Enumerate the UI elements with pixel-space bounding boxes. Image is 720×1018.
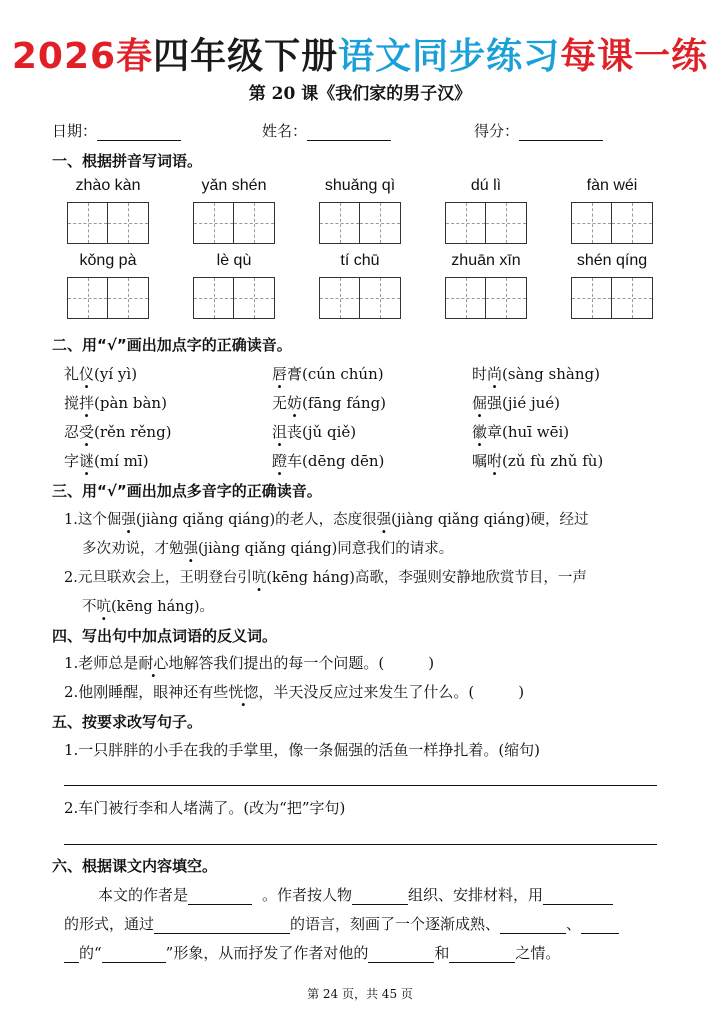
dotted-word: 恍惚 (228, 683, 259, 701)
pinyin-label: tí chū (340, 252, 380, 269)
page-number: 第 24 页，共 45 页 (307, 987, 413, 1001)
word-char: 膏 (287, 365, 303, 383)
pinyin-options[interactable]: (jiàng qiǎng qiáng)硬，经过 (391, 512, 589, 528)
pinyin-options[interactable]: (rěn rěng) (94, 423, 172, 441)
pinyin-label: kǒng pà (79, 252, 137, 269)
word-char: 章 (487, 423, 503, 441)
pinyin-label: zhào kàn (75, 177, 141, 194)
section4-heading: 四、写出句中加点词语的反义词。 (52, 627, 278, 645)
date-field[interactable] (52, 120, 181, 141)
fill-blank[interactable] (188, 889, 252, 905)
section5-heading: 五、按要求改写句子。 (52, 713, 203, 731)
pinyin-options[interactable]: (jǔ qiě) (302, 423, 357, 441)
q3-1-line1 (64, 508, 588, 529)
pinyin-options[interactable]: (jiàng qiǎng qiáng)的老人，态度很 (135, 512, 377, 528)
dotted-char: 强 (121, 512, 136, 528)
answer-line[interactable] (64, 785, 657, 786)
name-field[interactable] (262, 120, 391, 141)
answer-line[interactable] (64, 844, 657, 845)
dotted-char: 吭 (251, 570, 267, 586)
name-label: 姓名： (262, 122, 308, 140)
fill-blank[interactable] (449, 947, 515, 963)
text: ，半天没反应过来发生了什么。( (258, 683, 475, 701)
q5-2: 2.车门被行李和人堵满了。(改为“把”字句) (64, 799, 346, 817)
text: ) (518, 683, 525, 701)
writing-grid[interactable] (319, 202, 401, 244)
writing-grid[interactable] (571, 277, 653, 319)
title-part-year: 2026春 (11, 36, 154, 77)
score-label: 得分： (474, 122, 520, 140)
pinyin-options[interactable]: (jiàng qiǎng qiáng)同意我们的请求。 (198, 541, 454, 557)
fill-blank[interactable] (352, 889, 408, 905)
pinyin-options[interactable]: (fāng fáng) (302, 394, 387, 412)
text: 之情。 (515, 944, 561, 962)
dotted-char: 尚 (487, 365, 503, 383)
text: 2.他刚睡醒，眼神还有些 (64, 683, 229, 701)
section3-heading: 三、用“√”画出加点多音字的正确读音。 (52, 482, 322, 500)
dotted-char: 沮 (272, 423, 288, 441)
q6-line3 (64, 942, 560, 963)
fill-blank[interactable] (500, 918, 566, 934)
reading-item[interactable] (64, 392, 167, 413)
dotted-char: 咐 (487, 452, 503, 470)
pinyin-options[interactable]: (cún chún) (302, 365, 384, 383)
dotted-word: 耐心 (138, 654, 169, 672)
reading-item[interactable] (64, 363, 137, 384)
pinyin-label: dú lì (470, 177, 502, 194)
dotted-char: 徽 (472, 423, 488, 441)
dotted-char: 谜 (79, 452, 95, 470)
pinyin-options[interactable]: (yí yì) (94, 365, 138, 383)
word-char: 字 (64, 452, 80, 470)
writing-grid[interactable] (571, 202, 653, 244)
text: 1.老师总是 (64, 654, 139, 672)
word-char: 丧 (287, 423, 303, 441)
reading-item[interactable] (64, 421, 172, 442)
word-char: 车 (287, 452, 303, 470)
dotted-char: 强 (183, 541, 198, 557)
word-char: 嘱 (472, 452, 488, 470)
reading-item[interactable] (272, 450, 384, 471)
pinyin-options[interactable]: (jié jué) (502, 394, 561, 412)
text: 本文的作者是 (98, 886, 189, 904)
dotted-char: 倔 (472, 394, 488, 412)
writing-grid[interactable] (193, 202, 275, 244)
dotted-char: 吭 (96, 599, 111, 615)
reading-item[interactable] (472, 363, 600, 384)
text: 。作者按人物 (262, 886, 353, 904)
dotted-char: 强 (376, 512, 392, 528)
pinyin-label: yǎn shén (201, 177, 267, 194)
word-char: 时 (472, 365, 488, 383)
dotted-char: 仪 (79, 365, 95, 383)
text: 的“ (79, 944, 102, 962)
name-blank[interactable] (307, 125, 391, 141)
pinyin-options[interactable]: (mí mī) (94, 452, 149, 470)
dotted-char: 唇 (272, 365, 288, 383)
text: ) (428, 654, 435, 672)
score-field[interactable] (474, 120, 603, 141)
q3-2-line2 (82, 595, 214, 616)
title-part-type: 每课一练 (560, 36, 709, 77)
pinyin-label: shén qíng (576, 252, 648, 269)
pinyin-options[interactable]: (zǔ fù zhǔ fù) (502, 452, 604, 470)
word-char: 无 (272, 394, 288, 412)
word-char: 忍 (64, 423, 80, 441)
section6-heading: 六、根据课文内容填空。 (52, 857, 218, 875)
fill-blank[interactable] (543, 889, 613, 905)
q3-2-line1 (64, 566, 587, 587)
writing-grid[interactable] (445, 202, 527, 244)
page-title (0, 28, 720, 79)
fill-blank[interactable] (368, 947, 434, 963)
pinyin-label: shuǎng qì (324, 177, 396, 194)
pinyin-label: lè qù (216, 252, 252, 269)
reading-item[interactable] (472, 450, 603, 471)
q3-1-line2 (82, 537, 453, 558)
dotted-char: 蹬 (272, 452, 288, 470)
pinyin-options[interactable]: (dēng dēn) (302, 452, 385, 470)
text: 组织、安排材料，用 (408, 886, 544, 904)
pinyin-label: fàn wéi (586, 177, 638, 194)
reading-item[interactable] (472, 392, 560, 413)
date-label: 日期： (52, 122, 98, 140)
dotted-char: 妨 (287, 394, 303, 412)
lesson-subtitle: 第 20 课《我们家的男子汉》 (248, 84, 472, 104)
q6-line2 (64, 913, 619, 934)
text: 1.这个倔 (64, 512, 122, 528)
word-char: 强 (487, 394, 503, 412)
writing-grid[interactable] (193, 277, 275, 319)
pinyin-options[interactable]: (kēng háng)。 (111, 599, 215, 615)
text: ”形象，从而抒发了作者对他的 (165, 944, 369, 962)
fill-blank[interactable] (102, 947, 166, 963)
text: 不 (82, 599, 97, 615)
text: 的形式，通过 (64, 915, 155, 933)
writing-grid[interactable] (67, 277, 149, 319)
section2-heading: 二、用“√”画出加点字的正确读音。 (52, 336, 292, 354)
title-part-subject: 语文同步练习 (338, 36, 561, 77)
pinyin-options[interactable]: (sàng shàng) (502, 365, 600, 383)
pinyin-options[interactable]: (pàn bàn) (94, 394, 167, 412)
q4-2 (64, 681, 524, 702)
text: 2.元旦联欢会上，王明登台引 (64, 570, 252, 586)
dotted-char: 受 (79, 423, 95, 441)
reading-item[interactable] (272, 392, 386, 413)
q6-line1 (98, 884, 613, 905)
fill-blank[interactable] (64, 947, 79, 963)
text: 多次劝说，才勉 (82, 541, 184, 557)
score-blank[interactable] (519, 125, 603, 141)
text: 地解答我们提出的每一个问题。( (168, 654, 385, 672)
word-char: 搅 (64, 394, 80, 412)
date-blank[interactable] (97, 125, 181, 141)
writing-grid[interactable] (319, 277, 401, 319)
text: 的语言，刻画了一个逐渐成熟、 (290, 915, 501, 933)
reading-item[interactable] (472, 421, 569, 442)
pinyin-options[interactable]: (kēng háng)高歌，李强则安静地欣赏节目，一声 (266, 570, 587, 586)
title-part-grade: 四年级下册 (153, 36, 339, 77)
fill-blank[interactable] (154, 918, 290, 934)
text: 和 (434, 944, 450, 962)
fill-blank[interactable] (581, 918, 619, 934)
reading-item[interactable] (272, 421, 356, 442)
q5-1: 1.一只胖胖的小手在我的手掌里，像一条倔强的活鱼一样挣扎着。(缩句) (64, 741, 541, 759)
pinyin-options[interactable]: (huī wēi) (502, 423, 570, 441)
q4-1 (64, 652, 434, 673)
word-char: 礼 (64, 365, 80, 383)
section1-heading: 一、根据拼音写词语。 (52, 152, 203, 170)
writing-grid[interactable] (67, 202, 149, 244)
writing-grid[interactable] (445, 277, 527, 319)
reading-item[interactable] (272, 363, 384, 384)
text: 、 (566, 915, 582, 933)
dotted-char: 拌 (79, 394, 95, 412)
pinyin-label: zhuān xīn (451, 252, 521, 269)
reading-item[interactable] (64, 450, 149, 471)
